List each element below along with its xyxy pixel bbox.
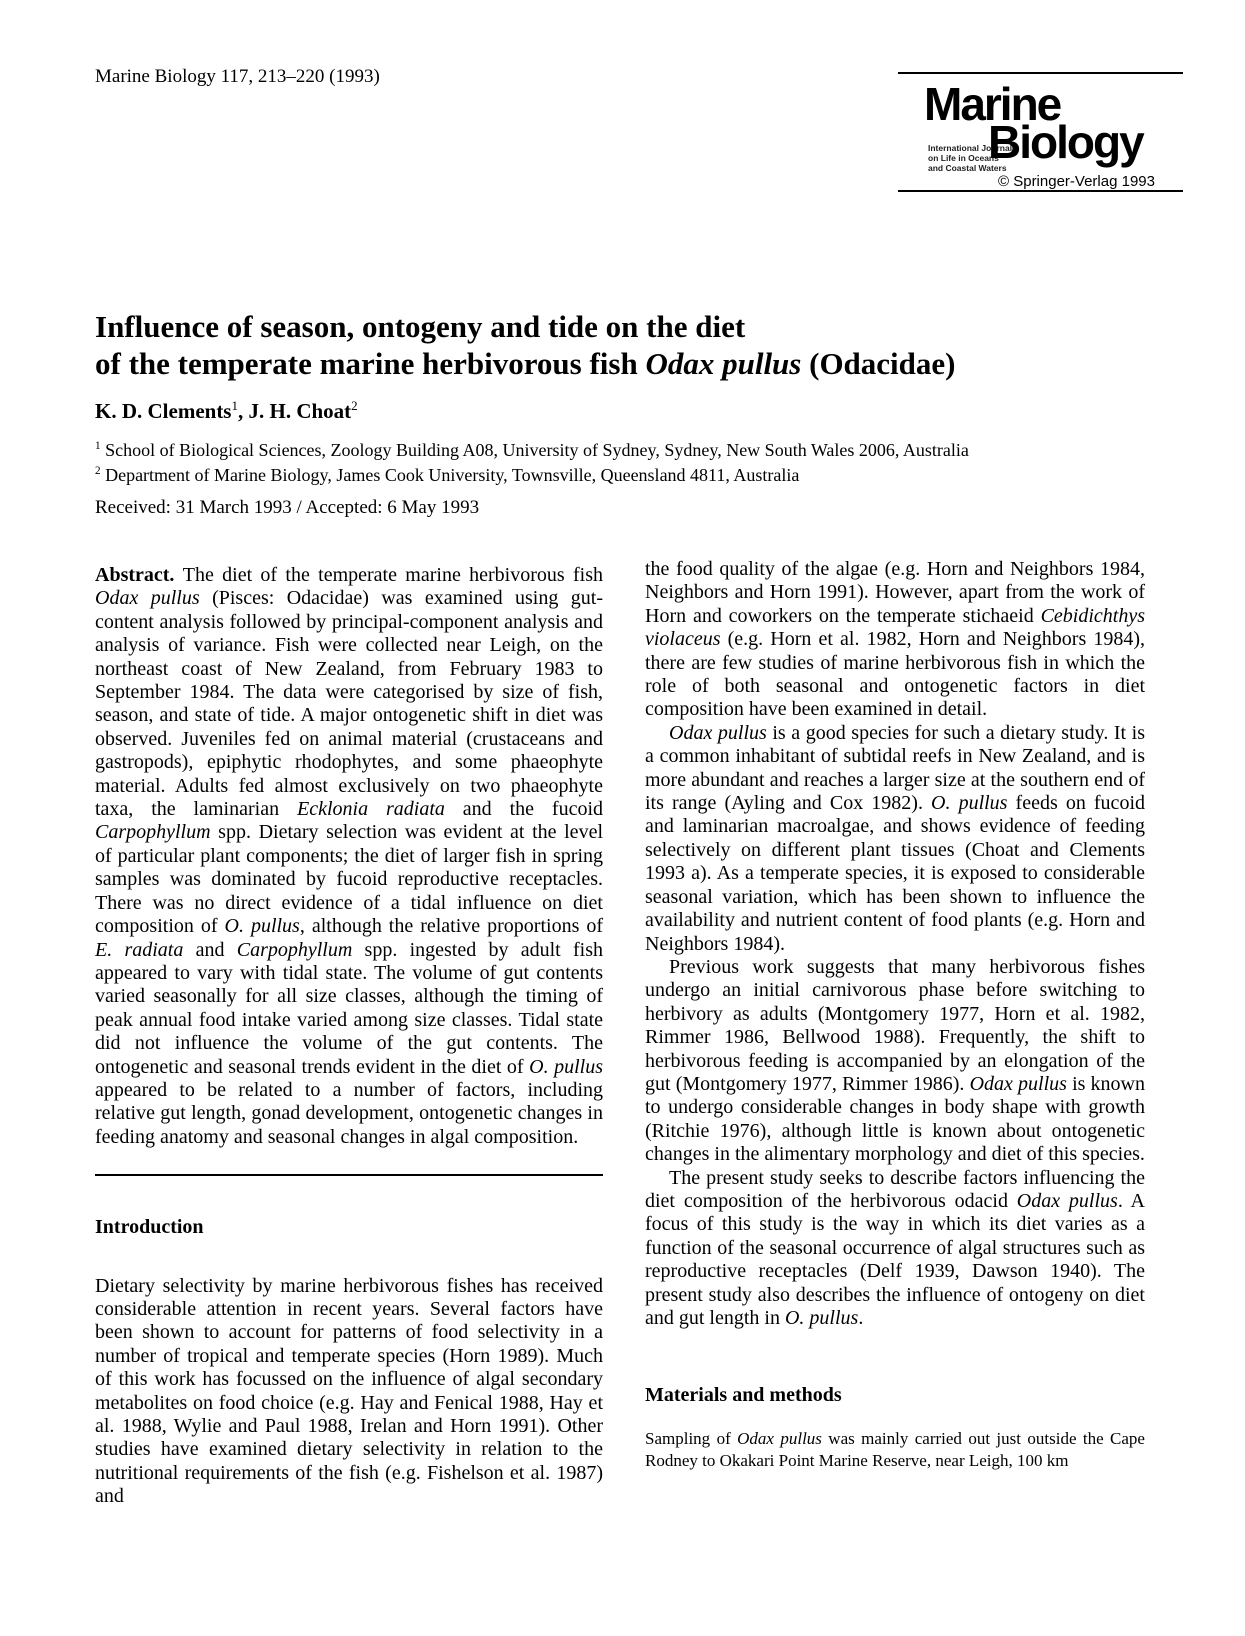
introduction-heading: Introduction xyxy=(95,1216,204,1239)
article-title xyxy=(95,308,1125,382)
previous-work-paragraph: Previous work suggests that many herbivorous fishes undergo an initial carnivorous phase before switching to herbivory as adults (Montgomery 1977, Horn et al. 1982, Rimmer 1986, Bellwood 1988). Frequently, the shift to herbivorous feeding is accompanied by an elongation of the gut (Montgomery 1977, Rimmer 1986). Odax pullus is known to undergo considerable changes in body shape with growth (Ritchie 1976), although little is known about ontogenetic changes in the alimentary morphology and diet of this species. xyxy=(645,955,1145,1166)
introduction-paragraph: Dietary selectivity by marine herbivorous fishes has received considerable attention in recent years. Several factors have been shown to account for patterns of food selectivity in a number of tropical and temperate species (Horn 1989). Much of this work has focussed on the influence of algal secondary metabolites on food choice (e.g. Hay and Fenical 1988, Hay et al. 1988, Wylie and Paul 1988, Irelan and Horn 1991). Other studies have examined dietary selectivity in relation to the nutritional requirements of the fish (e.g. Fishelson et al. 1987) and xyxy=(95,1274,603,1508)
right-column xyxy=(645,558,1145,1472)
abstract-paragraph: Abstract. The diet of the temperate marine herbivorous fish Odax pullus (Pisces: Odacidae) was examined using gut-content analysis followed by principal-component analysis and analysis of variance. Fish were collected near Leigh, on the northeast coast of New Zealand, from February 1983 to September 1984. The data were categorised by size of fish, season, and state of tide. A major ontogenetic shift in diet was observed. Juveniles fed on animal material (crustaceans and gastropods), epiphytic rhodophytes, and some phaeophyte material. Adults fed almost exclusively on two phaeophyte taxa, the laminarian Ecklonia radiata and the fucoid Carpophyllum spp. Dietary selection was evident at the level of particular plant components; the diet of larger fish in spring samples was dominated by fucoid reproductive receptacles. There was no direct evidence of a tidal influence on diet composition of O. pullus, although the relative proportions of E. radiata and Carpophyllum spp. ingested by adult fish appeared to vary with tidal state. The volume of gut contents varied seasonally for all size classes, although the timing of peak annual food intake varied among size classes. Tidal state did not influence the volume of the gut contents. The ontogenetic and seasonal trends evident in the diet of O. pullus appeared to be related to a number of factors, including relative gut length, gonad development, ontogenetic changes in feeding anatomy and seasonal changes in algal composition. xyxy=(95,564,604,1148)
species-background-paragraph: Odax pullus is a good species for such a dietary study. It is a common inhabitant of subtidal reefs in New Zealand, and is more abundant and reaches a larger size at the southern end of its range (Ayling and Cox 1982). O. pullus feeds on fucoid and laminarian macroalgae, and shows evidence of feeding selectively on different plant tissues (Choat and Clements 1993 a). As a temperate species, it is exposed to considerable seasonal variation, which has been shown to influence the availability and nutrient content of food plants (e.g. Horn and Neighbors 1984). xyxy=(645,721,1146,955)
logo-tagline-line2: on Life in Oceans xyxy=(928,153,999,163)
received-accepted-line: Received: 31 March 1993 / Accepted: 6 May 1993 xyxy=(95,497,480,518)
left-column xyxy=(95,558,603,1509)
intro-continuation-paragraph: the food quality of the algae (e.g. Horn and Neighbors 1984, Neighbors and Horn 1991). However, apart from the work of Horn and coworkers on the temperate stichaeid Cebidichthys violaceus (e.g. Horn et al. 1982, Horn and Neighbors 1984), there are few studies of marine herbivorous fish in which the role of both seasonal and ontogenetic factors in diet composition have been examined in detail. xyxy=(645,558,1145,721)
logo-tagline-line1: International Journal xyxy=(928,143,1013,153)
article-title-line2: of the temperate marine herbivorous fish Odax pullus (Odacidae) xyxy=(95,346,956,381)
materials-methods-paragraph: Sampling of Odax pullus was mainly carried out just outside the Cape Rodney to Okakari Point Marine Reserve, near Leigh, 100 km xyxy=(645,1428,1145,1470)
logo-biology-text: Biology xyxy=(988,116,1143,168)
journal-logo xyxy=(898,72,1183,192)
publisher-copyright: © Springer-Verlag 1993 xyxy=(998,173,1155,190)
abstract-divider xyxy=(95,1174,603,1176)
materials-methods-heading: Materials and methods xyxy=(645,1384,842,1407)
logo-marine-text: Marine xyxy=(924,78,1061,130)
journal-citation: Marine Biology 117, 213–220 (1993) xyxy=(95,66,380,87)
affiliations xyxy=(95,438,1125,487)
affiliation-2: $^2$ Department of Marine Biology, James Cook University, Townsville, Queensland 4811, Australia xyxy=(95,464,800,485)
logo-tagline-line3: and Coastal Waters xyxy=(928,163,1007,173)
present-study-paragraph: The present study seeks to describe factors influencing the diet composition of the herbivorous odacid Odax pullus. A focus of this study is the way in which its diet varies as a function of the seasonal occurrence of algal structures such as reproductive receptacles (Delf 1939, Dawson 1940). The present study also describes the influence of ontogeny on diet and gut length in O. pullus. xyxy=(645,1166,1145,1329)
affiliation-1: $^1$ School of Biological Sciences, Zoology Building A08, University of Sydney, Sydney, New South Wales 2006, Australia xyxy=(95,440,969,460)
article-title-line1: Influence of season, ontogeny and tide on the diet xyxy=(95,309,746,344)
author-line: K. D. Clements$^1$, J. H. Choat$^2$ xyxy=(95,398,358,423)
